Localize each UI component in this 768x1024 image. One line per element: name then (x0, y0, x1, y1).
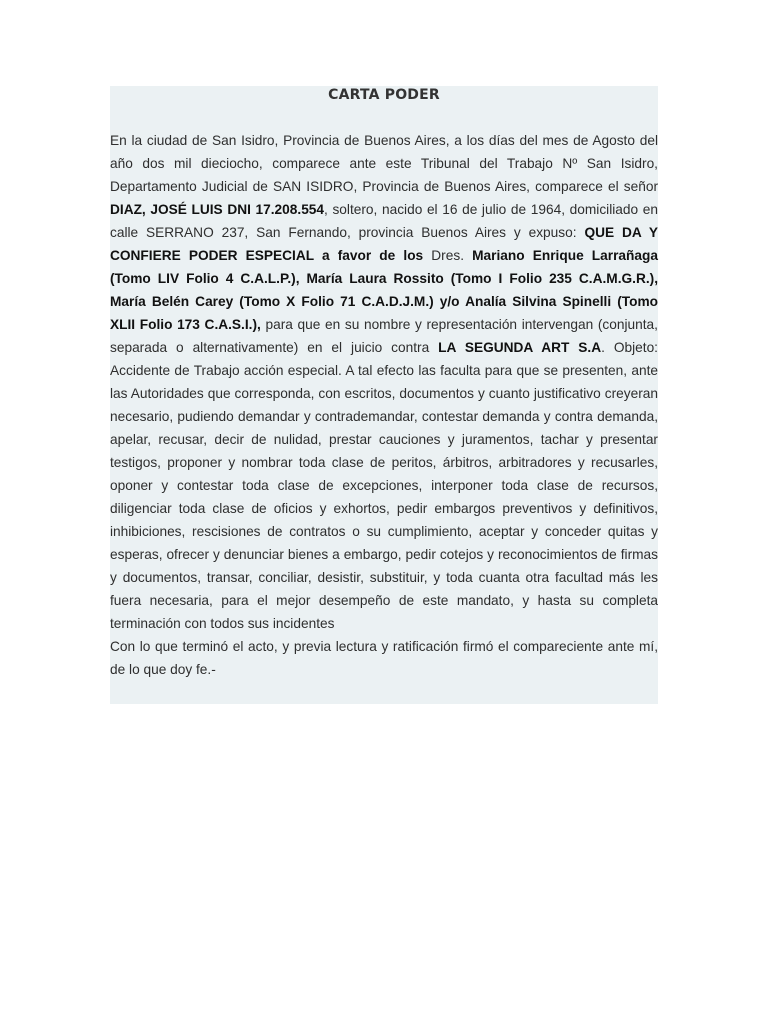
grantor-name: DIAZ, JOSÉ LUIS DNI 17.208.554 (110, 202, 325, 217)
paragraph-text: . Objeto: Accidente de Trabajo acción especial. A tal efecto las faculta para que se presenten, ante las Autoridades que corresponda, con escritos, documentos y cuanto justificativo creyeran necesario, pudiendo demandar y contrademandar, contestar demanda y contra demanda, apelar, recusar, decir de nulidad, prestar cauciones y juramentos, tachar y presentar testigos, proponer y nombrar toda clase de peritos, árbitros, arbitradores y recusarles, oponer y contestar toda clase de excepciones, interponer toda clase de recursos, diligenciar toda clase de oficios y exhortos, pedir embargos preventivos y definitivos, inhibiciones, rescisiones de contratos o su cumplimiento, aceptar y conceder quitas y esperas, ofrecer y denunciar bienes a embargo, pedir cotejos y reconocimientos de firmas y documentos, transar, conciliar, desistir, substituir, y toda cuanta otra facultad más les fuera necesaria, para el mejor desempeño de este mandato, y hasta su completa terminación con todos sus incidentes (110, 340, 658, 631)
power-grant-clause: QUE DA Y CONFIERE PODER ESPECIAL a favor de los (110, 225, 658, 263)
closing-paragraph: Con lo que terminó el acto, y previa lectura y ratificación firmó el compareciente ante mí, de lo que doy fe.- (110, 639, 658, 677)
main-paragraph (110, 129, 658, 635)
paragraph-text: , soltero, nacido el 16 de julio de 1964, domiciliado en calle SERRANO 237, San Fernando, provincia Buenos Aires y expuso: (110, 202, 658, 240)
defendant-name: LA SEGUNDA ART S.A (438, 340, 602, 355)
document-body (110, 86, 658, 704)
paragraph-text: En la ciudad de San Isidro, Provincia de Buenos Aires, a los días del mes de Agosto del año dos mil dieciocho, comparece ante este Tribunal del Trabajo Nº San Isidro, Departamento Judicial de SAN ISIDRO, Provincia de Buenos Aires, comparece el señor (110, 133, 658, 194)
document-title: CARTA PODER (328, 87, 440, 103)
paragraph-text: para que en su nombre y representación intervengan (conjunta, separada o alternativamente) en el juicio contra (110, 317, 658, 355)
paragraph-text: Dres. (423, 248, 473, 263)
attorneys-list: Mariano Enrique Larrañaga (Tomo LIV Folio 4 C.A.L.P.), María Laura Rossito (Tomo I Folio 235 C.A.M.G.R.), María Belén Carey (Tomo X Folio 71 C.A.D.J.M.) y/o Analía Silvina Spinelli (Tomo XLII Folio 173 C.A.S.I.), (110, 248, 658, 332)
